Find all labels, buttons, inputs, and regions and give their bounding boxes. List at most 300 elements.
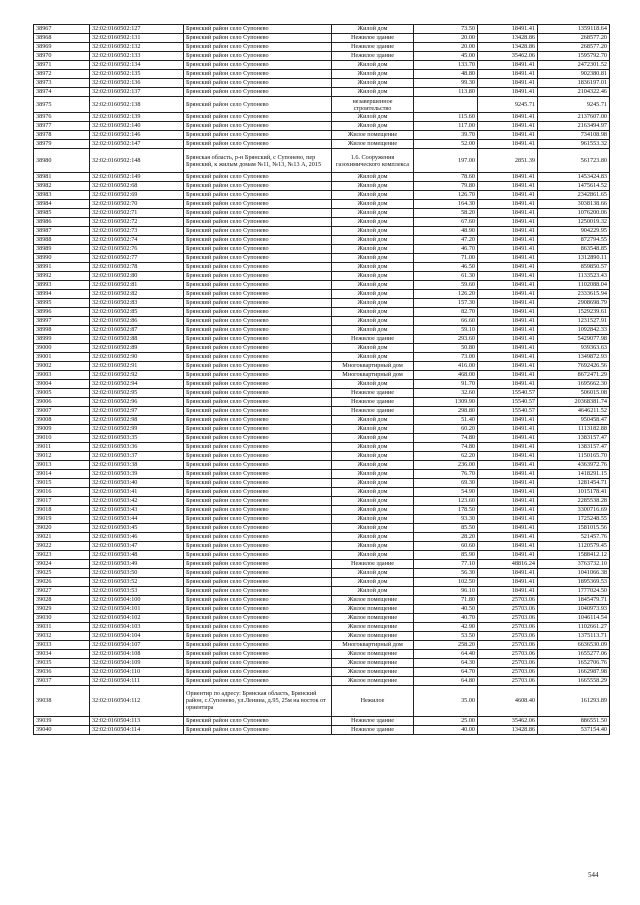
specific-value-cell: 13428.86: [478, 43, 538, 52]
area-cell: 61.30: [414, 271, 478, 280]
cadastral-value-cell: 6636530.09: [538, 640, 610, 649]
specific-value-cell: 25703.06: [478, 613, 538, 622]
address-cell: Брянский район село Супонево: [184, 25, 332, 34]
cadastral-number-cell: 32:02:0160502:70: [90, 199, 184, 208]
object-type-cell: Жилой дом: [332, 70, 414, 79]
row-number-cell: 38992: [34, 271, 90, 280]
row-number-cell: 38985: [34, 208, 90, 217]
cadastral-number-cell: 32:02:0160502:76: [90, 244, 184, 253]
row-number-cell: 38975: [34, 97, 90, 113]
cadastral-value-cell: 4363972.76: [538, 460, 610, 469]
address-cell: Брянский район село Супонево: [184, 298, 332, 307]
address-cell: Брянский район село Супонево: [184, 34, 332, 43]
table-row: [34, 199, 610, 208]
area-cell: 74.80: [414, 442, 478, 451]
specific-value-cell: 18491.41: [478, 25, 538, 34]
cadastral-value-cell: 863548.85: [538, 244, 610, 253]
specific-value-cell: 18491.41: [478, 505, 538, 514]
table-row: [34, 649, 610, 658]
row-number-cell: 39034: [34, 649, 90, 658]
specific-value-cell: 18491.41: [478, 532, 538, 541]
cadastral-value-cell: 2333615.94: [538, 289, 610, 298]
row-number-cell: 38982: [34, 181, 90, 190]
address-cell: Брянский район село Супонево: [184, 424, 332, 433]
cadastral-number-cell: 32:02:0160502:90: [90, 352, 184, 361]
cadastral-number-cell: 32:02:0160502:138: [90, 97, 184, 113]
specific-value-cell: 18491.41: [478, 88, 538, 97]
specific-value-cell: 15540.57: [478, 397, 538, 406]
cadastral-number-cell: 32:02:0160502:71: [90, 208, 184, 217]
cadastral-value-cell: 1895369.53: [538, 577, 610, 586]
object-type-cell: Нежилое здание: [332, 406, 414, 415]
cadastral-number-cell: 32:02:0160503:36: [90, 442, 184, 451]
cadastral-number-cell: 32:02:0160502:139: [90, 113, 184, 122]
area-cell: 126.20: [414, 289, 478, 298]
address-cell: Брянский район село Супонево: [184, 370, 332, 379]
specific-value-cell: 35462.06: [478, 716, 538, 725]
row-number-cell: 39029: [34, 604, 90, 613]
area-cell: 50.80: [414, 343, 478, 352]
area-cell: 178.50: [414, 505, 478, 514]
cadastral-value-cell: 1652706.76: [538, 658, 610, 667]
cadastral-value-cell: 1845479.71: [538, 595, 610, 604]
specific-value-cell: 15540.57: [478, 388, 538, 397]
row-number-cell: 39000: [34, 343, 90, 352]
address-cell: Брянский район село Супонево: [184, 140, 332, 149]
area-cell: 46.70: [414, 244, 478, 253]
cadastral-value-cell: 1383157.47: [538, 442, 610, 451]
address-cell: Ориентир по адресу: Брянская область, Брянский район, с.Супонево, ул.Ленина, д.95, 25м на восток от ориентира: [184, 685, 332, 716]
area-cell: 40.50: [414, 604, 478, 613]
cadastral-number-cell: 32:02:0160503:43: [90, 505, 184, 514]
address-cell: Брянский район село Супонево: [184, 725, 332, 734]
area-cell: 96.10: [414, 586, 478, 595]
table-row: [34, 622, 610, 631]
object-type-cell: Жилой дом: [332, 253, 414, 262]
area-cell: 85.90: [414, 550, 478, 559]
table-row: [34, 676, 610, 685]
table-row: [34, 140, 610, 149]
object-type-cell: Жилой дом: [332, 88, 414, 97]
area-cell: 59.10: [414, 325, 478, 334]
area-cell: 91.70: [414, 379, 478, 388]
specific-value-cell: 25703.06: [478, 658, 538, 667]
address-cell: Брянский район село Супонево: [184, 43, 332, 52]
cadastral-number-cell: 32:02:0160502:95: [90, 388, 184, 397]
address-cell: Брянский район село Супонево: [184, 235, 332, 244]
row-number-cell: 39030: [34, 613, 90, 622]
address-cell: Брянский район село Супонево: [184, 577, 332, 586]
cadastral-value-cell: 1655277.06: [538, 649, 610, 658]
area-cell: 32.60: [414, 388, 478, 397]
specific-value-cell: 25703.06: [478, 676, 538, 685]
cadastral-value-cell: 2163494.97: [538, 122, 610, 131]
area-cell: 56.30: [414, 568, 478, 577]
address-cell: Брянский район село Супонево: [184, 226, 332, 235]
cadastral-number-cell: 32:02:0160504:113: [90, 716, 184, 725]
object-type-cell: Жилой дом: [332, 172, 414, 181]
cadastral-number-cell: 32:02:0160502:99: [90, 424, 184, 433]
object-type-cell: Жилое помещение: [332, 631, 414, 640]
row-number-cell: 38971: [34, 61, 90, 70]
cadastral-value-cell: 268577.20: [538, 34, 610, 43]
specific-value-cell: 18491.41: [478, 79, 538, 88]
area-cell: 117.00: [414, 122, 478, 131]
row-number-cell: 38991: [34, 262, 90, 271]
cadastral-value-cell: 1046114.54: [538, 613, 610, 622]
address-cell: Брянский район село Супонево: [184, 622, 332, 631]
table-body: [34, 25, 610, 735]
area-cell: 20.00: [414, 43, 478, 52]
row-number-cell: 39005: [34, 388, 90, 397]
object-type-cell: Жилой дом: [332, 379, 414, 388]
table-row: [34, 716, 610, 725]
specific-value-cell: 25703.06: [478, 622, 538, 631]
address-cell: Брянский район село Супонево: [184, 505, 332, 514]
cadastral-value-cell: 734108.98: [538, 131, 610, 140]
area-cell: 123.60: [414, 496, 478, 505]
table-row: [34, 325, 610, 334]
address-cell: Брянский район село Супонево: [184, 568, 332, 577]
object-type-cell: Жилое помещение: [332, 658, 414, 667]
address-cell: Брянский район село Супонево: [184, 199, 332, 208]
cadastral-value-cell: 859850.57: [538, 262, 610, 271]
cadastral-value-cell: 2908698.79: [538, 298, 610, 307]
cadastral-number-cell: 32:02:0160504:112: [90, 685, 184, 716]
specific-value-cell: 18491.41: [478, 217, 538, 226]
object-type-cell: Жилой дом: [332, 478, 414, 487]
specific-value-cell: 18491.41: [478, 190, 538, 199]
address-cell: Брянский район село Супонево: [184, 586, 332, 595]
object-type-cell: Жилой дом: [332, 25, 414, 34]
row-number-cell: 39017: [34, 496, 90, 505]
cadastral-value-cell: 537154.40: [538, 725, 610, 734]
cadastral-value-cell: 1529239.61: [538, 307, 610, 316]
object-type-cell: Жилой дом: [332, 226, 414, 235]
cadastral-number-cell: 32:02:0160503:41: [90, 487, 184, 496]
specific-value-cell: 18491.41: [478, 577, 538, 586]
area-cell: 47.20: [414, 235, 478, 244]
object-type-cell: Нежилое здание: [332, 388, 414, 397]
row-number-cell: 39014: [34, 469, 90, 478]
area-cell: 46.50: [414, 262, 478, 271]
area-cell: 20.00: [414, 34, 478, 43]
area-cell: 40.00: [414, 725, 478, 734]
table-row: [34, 451, 610, 460]
row-number-cell: 38995: [34, 298, 90, 307]
object-type-cell: Жилой дом: [332, 523, 414, 532]
address-cell: Брянский район село Супонево: [184, 361, 332, 370]
register-sheet: [33, 24, 609, 735]
address-cell: Брянский район село Супонево: [184, 343, 332, 352]
specific-value-cell: 18491.41: [478, 113, 538, 122]
cadastral-value-cell: 1150165.70: [538, 451, 610, 460]
row-number-cell: 39037: [34, 676, 90, 685]
address-cell: Брянский район село Супонево: [184, 113, 332, 122]
specific-value-cell: 18491.41: [478, 424, 538, 433]
cadastral-value-cell: 961553.32: [538, 140, 610, 149]
address-cell: Брянский район село Супонево: [184, 550, 332, 559]
specific-value-cell: 4608.40: [478, 685, 538, 716]
object-type-cell: Жилой дом: [332, 568, 414, 577]
specific-value-cell: 18491.41: [478, 379, 538, 388]
area-cell: 133.70: [414, 61, 478, 70]
table-row: [34, 113, 610, 122]
specific-value-cell: 18491.41: [478, 541, 538, 550]
area-cell: 64.40: [414, 649, 478, 658]
row-number-cell: 39024: [34, 559, 90, 568]
row-number-cell: 39036: [34, 667, 90, 676]
address-cell: Брянский район село Супонево: [184, 658, 332, 667]
cadastral-value-cell: 902380.81: [538, 70, 610, 79]
specific-value-cell: 25703.06: [478, 667, 538, 676]
specific-value-cell: 18491.41: [478, 226, 538, 235]
specific-value-cell: 18491.41: [478, 370, 538, 379]
row-number-cell: 39032: [34, 631, 90, 640]
address-cell: Брянский район село Супонево: [184, 181, 332, 190]
row-number-cell: 39015: [34, 478, 90, 487]
cadastral-value-cell: 2137607.00: [538, 113, 610, 122]
cadastral-number-cell: 32:02:0160502:137: [90, 88, 184, 97]
address-cell: Брянский район село Супонево: [184, 334, 332, 343]
specific-value-cell: 13428.86: [478, 34, 538, 43]
cadastral-number-cell: 32:02:0160502:96: [90, 397, 184, 406]
specific-value-cell: 18491.41: [478, 122, 538, 131]
cadastral-number-cell: 32:02:0160502:147: [90, 140, 184, 149]
row-number-cell: 38981: [34, 172, 90, 181]
row-number-cell: 39039: [34, 716, 90, 725]
object-type-cell: Жилой дом: [332, 79, 414, 88]
cadastral-value-cell: 1453424.83: [538, 172, 610, 181]
cadastral-number-cell: 32:02:0160502:85: [90, 307, 184, 316]
cadastral-number-cell: 32:02:0160503:40: [90, 478, 184, 487]
cadastral-number-cell: 32:02:0160503:46: [90, 532, 184, 541]
cadastral-number-cell: 32:02:0160502:134: [90, 61, 184, 70]
cadastral-value-cell: 3763732.10: [538, 559, 610, 568]
row-number-cell: 39006: [34, 397, 90, 406]
cadastral-value-cell: 7692426.56: [538, 361, 610, 370]
area-cell: 35.00: [414, 685, 478, 716]
row-number-cell: 39009: [34, 424, 90, 433]
cadastral-value-cell: 1665558.29: [538, 676, 610, 685]
row-number-cell: 38990: [34, 253, 90, 262]
address-cell: Брянский район село Супонево: [184, 532, 332, 541]
object-type-cell: Жилой дом: [332, 181, 414, 190]
cadastral-number-cell: 32:02:0160502:131: [90, 34, 184, 43]
cadastral-number-cell: 32:02:0160504:104: [90, 631, 184, 640]
cadastral-number-cell: 32:02:0160503:50: [90, 568, 184, 577]
specific-value-cell: 25703.06: [478, 604, 538, 613]
object-type-cell: Жилое помещение: [332, 649, 414, 658]
specific-value-cell: 18491.41: [478, 253, 538, 262]
area-cell: 85.50: [414, 523, 478, 532]
specific-value-cell: 18491.41: [478, 442, 538, 451]
row-number-cell: 38989: [34, 244, 90, 253]
area-cell: 51.40: [414, 415, 478, 424]
address-cell: Брянский район село Супонево: [184, 79, 332, 88]
object-type-cell: Нежилое здание: [332, 559, 414, 568]
object-type-cell: Жилой дом: [332, 325, 414, 334]
table-row: [34, 235, 610, 244]
table-row: [34, 478, 610, 487]
area-cell: 60.20: [414, 424, 478, 433]
cadastral-value-cell: 1113182.88: [538, 424, 610, 433]
object-type-cell: Жилой дом: [332, 122, 414, 131]
table-row: [34, 613, 610, 622]
address-cell: Брянский район село Супонево: [184, 217, 332, 226]
cadastral-value-cell: 4646211.52: [538, 406, 610, 415]
row-number-cell: 38986: [34, 217, 90, 226]
specific-value-cell: 25703.06: [478, 640, 538, 649]
area-cell: 67.60: [414, 217, 478, 226]
row-number-cell: 38973: [34, 79, 90, 88]
row-number-cell: 38969: [34, 43, 90, 52]
object-type-cell: Жилой дом: [332, 469, 414, 478]
specific-value-cell: 18491.41: [478, 451, 538, 460]
address-cell: Брянский район село Супонево: [184, 253, 332, 262]
object-type-cell: Жилой дом: [332, 424, 414, 433]
specific-value-cell: 13428.86: [478, 725, 538, 734]
address-cell: Брянский район село Супонево: [184, 307, 332, 316]
specific-value-cell: 48816.24: [478, 559, 538, 568]
specific-value-cell: 18491.41: [478, 514, 538, 523]
area-cell: [414, 97, 478, 113]
address-cell: Брянский район село Супонево: [184, 559, 332, 568]
table-row: [34, 271, 610, 280]
cadastral-value-cell: 1359118.64: [538, 25, 610, 34]
object-type-cell: Жилой дом: [332, 487, 414, 496]
object-type-cell: Жилой дом: [332, 442, 414, 451]
row-number-cell: 38994: [34, 289, 90, 298]
cadastral-value-cell: 1349872.93: [538, 352, 610, 361]
address-cell: Брянский район село Супонево: [184, 667, 332, 676]
cadastral-value-cell: 1725248.55: [538, 514, 610, 523]
address-cell: Брянский район село Супонево: [184, 131, 332, 140]
area-cell: 113.80: [414, 88, 478, 97]
specific-value-cell: 18491.41: [478, 61, 538, 70]
table-row: [34, 496, 610, 505]
table-row: [34, 523, 610, 532]
address-cell: Брянский район село Супонево: [184, 442, 332, 451]
object-type-cell: Жилой дом: [332, 289, 414, 298]
table-row: [34, 122, 610, 131]
object-type-cell: Многоквартирный дом: [332, 640, 414, 649]
area-cell: 42.90: [414, 622, 478, 631]
address-cell: Брянский район село Супонево: [184, 478, 332, 487]
cadastral-number-cell: 32:02:0160504:110: [90, 667, 184, 676]
area-cell: 71.00: [414, 253, 478, 262]
address-cell: Брянский район село Супонево: [184, 52, 332, 61]
row-number-cell: 38978: [34, 131, 90, 140]
cadastral-number-cell: 32:02:0160504:107: [90, 640, 184, 649]
address-cell: Брянский район село Супонево: [184, 541, 332, 550]
object-type-cell: Нежилое: [332, 685, 414, 716]
object-type-cell: Жилой дом: [332, 61, 414, 70]
specific-value-cell: 18491.41: [478, 433, 538, 442]
row-number-cell: 39011: [34, 442, 90, 451]
row-number-cell: 39001: [34, 352, 90, 361]
cadastral-value-cell: 939363.63: [538, 343, 610, 352]
cadastral-number-cell: 32:02:0160502:94: [90, 379, 184, 388]
table-row: [34, 172, 610, 181]
row-number-cell: 39031: [34, 622, 90, 631]
cadastral-number-cell: 32:02:0160502:81: [90, 280, 184, 289]
table-row: [34, 149, 610, 173]
object-type-cell: Жилой дом: [332, 496, 414, 505]
row-number-cell: 39007: [34, 406, 90, 415]
table-row: [34, 307, 610, 316]
specific-value-cell: 18491.41: [478, 343, 538, 352]
row-number-cell: 38984: [34, 199, 90, 208]
specific-value-cell: 18491.41: [478, 208, 538, 217]
object-type-cell: Нежилое здание: [332, 34, 414, 43]
table-row: [34, 442, 610, 451]
address-cell: Брянский район село Супонево: [184, 122, 332, 131]
address-cell: Брянский район село Супонево: [184, 325, 332, 334]
table-row: [34, 667, 610, 676]
cadastral-number-cell: 32:02:0160503:49: [90, 559, 184, 568]
object-type-cell: Жилое помещение: [332, 140, 414, 149]
area-cell: 48.90: [414, 226, 478, 235]
address-cell: Брянский район село Супонево: [184, 514, 332, 523]
table-row: [34, 352, 610, 361]
specific-value-cell: 18491.41: [478, 568, 538, 577]
specific-value-cell: 18491.41: [478, 140, 538, 149]
specific-value-cell: 18491.41: [478, 181, 538, 190]
object-type-cell: незавершенное строительство: [332, 97, 414, 113]
cadastral-number-cell: 32:02:0160503:37: [90, 451, 184, 460]
table-row: [34, 70, 610, 79]
table-row: [34, 640, 610, 649]
area-cell: 93.30: [414, 514, 478, 523]
table-row: [34, 379, 610, 388]
cadastral-value-cell: 8672471.29: [538, 370, 610, 379]
row-number-cell: 39008: [34, 415, 90, 424]
page-number: 544: [588, 871, 599, 879]
table-row: [34, 388, 610, 397]
row-number-cell: 39013: [34, 460, 90, 469]
area-cell: 48.80: [414, 70, 478, 79]
cadastral-number-cell: 32:02:0160502:80: [90, 271, 184, 280]
table-row: [34, 334, 610, 343]
cadastral-value-cell: 5429077.98: [538, 334, 610, 343]
cadastral-value-cell: 1281454.71: [538, 478, 610, 487]
specific-value-cell: 35462.06: [478, 52, 538, 61]
specific-value-cell: 18491.41: [478, 460, 538, 469]
cadastral-number-cell: 32:02:0160503:39: [90, 469, 184, 478]
row-number-cell: 39003: [34, 370, 90, 379]
cadastral-value-cell: 521457.76: [538, 532, 610, 541]
object-type-cell: Жилой дом: [332, 532, 414, 541]
object-type-cell: Жилой дом: [332, 541, 414, 550]
object-type-cell: Жилой дом: [332, 343, 414, 352]
area-cell: 73.00: [414, 352, 478, 361]
cadastral-value-cell: 161293.89: [538, 685, 610, 716]
address-cell: Брянский район село Супонево: [184, 61, 332, 70]
cadastral-number-cell: 32:02:0160503:44: [90, 514, 184, 523]
area-cell: 62.20: [414, 451, 478, 460]
object-type-cell: Нежилое здание: [332, 397, 414, 406]
row-number-cell: 38974: [34, 88, 90, 97]
row-number-cell: 39019: [34, 514, 90, 523]
table-row: [34, 469, 610, 478]
table-row: [34, 88, 610, 97]
address-cell: Брянский район село Супонево: [184, 190, 332, 199]
cadastral-value-cell: 1092842.33: [538, 325, 610, 334]
area-cell: 102.50: [414, 577, 478, 586]
cadastral-number-cell: 32:02:0160502:72: [90, 217, 184, 226]
cadastral-value-cell: 1133523.43: [538, 271, 610, 280]
